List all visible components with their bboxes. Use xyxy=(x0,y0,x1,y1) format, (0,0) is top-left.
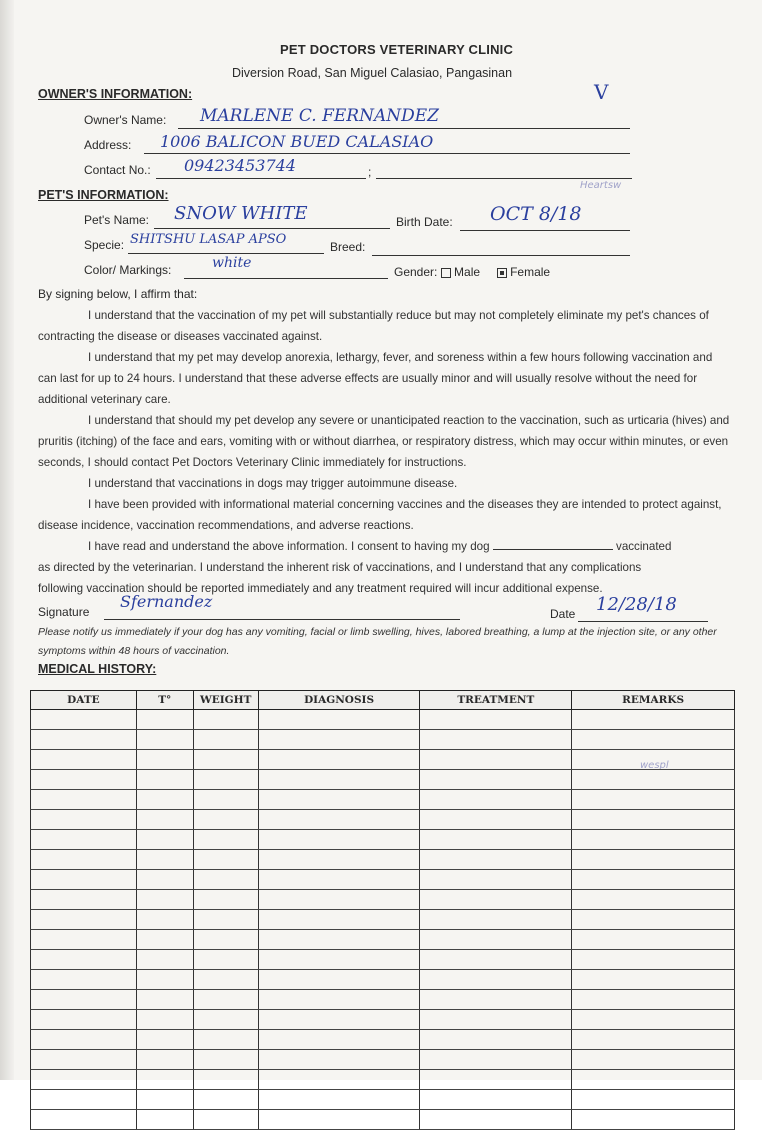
pet-name-value[interactable]: SNOW WHITE xyxy=(174,203,308,224)
table-cell[interactable] xyxy=(420,810,572,830)
table-row xyxy=(31,1090,735,1110)
table-row xyxy=(31,770,735,790)
table-cell[interactable] xyxy=(420,970,572,990)
consent-paragraphs xyxy=(38,305,734,599)
table-cell[interactable] xyxy=(136,910,193,930)
table-cell[interactable] xyxy=(572,1010,735,1030)
table-row xyxy=(31,830,735,850)
table-row xyxy=(31,1110,735,1130)
column-header-date: DATE xyxy=(31,691,137,710)
table-row xyxy=(31,950,735,970)
table-cell[interactable] xyxy=(193,970,258,990)
medical-history-table xyxy=(30,690,735,1130)
consent-agreement-text: I have read and understand the above information. I consent to having my dog xyxy=(88,540,490,553)
contact-label: Contact No.: xyxy=(84,163,151,177)
table-cell[interactable] xyxy=(420,990,572,1010)
table-cell[interactable] xyxy=(258,1030,420,1050)
clinic-name: PET DOCTORS VETERINARY CLINIC xyxy=(280,42,514,57)
table-cell[interactable] xyxy=(572,710,735,730)
table-cell[interactable] xyxy=(258,1010,420,1030)
specie-label: Specie: xyxy=(84,238,125,252)
table-cell[interactable] xyxy=(136,1010,193,1030)
date-line xyxy=(578,621,708,622)
table-cell[interactable] xyxy=(193,790,258,810)
table-cell[interactable] xyxy=(572,810,735,830)
table-cell[interactable] xyxy=(31,970,137,990)
pet-name-line xyxy=(154,228,390,229)
table-cell[interactable] xyxy=(31,850,137,870)
table-cell[interactable] xyxy=(193,850,258,870)
table-cell[interactable] xyxy=(420,830,572,850)
medical-history-title: MEDICAL HISTORY: xyxy=(38,662,157,676)
table-cell[interactable] xyxy=(420,750,572,770)
table-cell[interactable] xyxy=(31,890,137,910)
table-cell[interactable] xyxy=(193,1010,258,1030)
table-row xyxy=(31,910,735,930)
table-cell[interactable] xyxy=(193,750,258,770)
table-cell[interactable] xyxy=(420,1030,572,1050)
table-cell[interactable] xyxy=(136,1030,193,1050)
table-cell[interactable] xyxy=(31,870,137,890)
table-cell[interactable] xyxy=(420,890,572,910)
gender-group xyxy=(394,265,550,279)
table-cell[interactable] xyxy=(572,850,735,870)
table-cell[interactable] xyxy=(258,910,420,930)
breed-line xyxy=(372,255,630,256)
table-cell[interactable] xyxy=(420,730,572,750)
table-cell[interactable] xyxy=(31,750,137,770)
table-cell[interactable] xyxy=(31,810,137,830)
table-cell[interactable] xyxy=(136,930,193,950)
table-cell[interactable] xyxy=(420,770,572,790)
table-cell[interactable] xyxy=(193,990,258,1010)
table-cell[interactable] xyxy=(31,770,137,790)
notice-text: Please notify us immediately if your dog has any vomiting, facial or limb swelling, hives, labored breathing, a lump at the injection site, or any other symptoms within 48 hours of vaccination. xyxy=(38,626,717,657)
address-line xyxy=(144,153,630,154)
consent-paragraph: I understand that vaccinations in dogs may trigger autoimmune disease. xyxy=(88,477,458,490)
table-row xyxy=(31,810,735,830)
pet-section-title: PET'S INFORMATION: xyxy=(38,188,169,202)
table-cell[interactable] xyxy=(420,1110,572,1130)
consent-paragraph: I have been provided with informational material concerning vaccines and the diseases they are intended to protect against, disease incidence, vaccination recommendations, and adverse reactions. xyxy=(38,498,722,532)
color-value[interactable]: white xyxy=(212,255,252,271)
owner-section-title: OWNER'S INFORMATION: xyxy=(38,87,193,101)
table-cell[interactable] xyxy=(31,950,137,970)
table-cell[interactable] xyxy=(258,1090,420,1110)
table-cell[interactable] xyxy=(31,1050,137,1070)
table-cell[interactable] xyxy=(258,790,420,810)
table-cell[interactable] xyxy=(572,910,735,930)
specie-line xyxy=(128,253,324,254)
table-cell[interactable] xyxy=(572,1090,735,1110)
birth-date-label: Birth Date: xyxy=(396,215,453,229)
table-cell[interactable] xyxy=(193,1030,258,1050)
table-cell[interactable] xyxy=(31,1090,137,1110)
consent-paragraph: I understand that my pet may develop anorexia, lethargy, fever, and soreness within a few hours following vaccination and can last for up to 24 hours. I understand that these adverse effects are usually minor and will usually resolve without the need for additional veterinary care. xyxy=(38,351,713,406)
bleed-through-mark: Heartsw xyxy=(580,180,622,191)
table-cell[interactable] xyxy=(136,810,193,830)
column-header-temperature: T° xyxy=(136,691,193,710)
table-cell[interactable] xyxy=(572,990,735,1010)
table-cell[interactable] xyxy=(258,930,420,950)
gender-label: Gender: xyxy=(394,265,438,279)
specie-value[interactable]: SHITSHU LASAP APSO xyxy=(130,232,287,247)
table-cell[interactable] xyxy=(420,1050,572,1070)
table-cell[interactable] xyxy=(31,930,137,950)
table-cell[interactable] xyxy=(31,1110,137,1130)
table-cell[interactable] xyxy=(136,830,193,850)
table-cell[interactable] xyxy=(31,910,137,930)
table-cell[interactable] xyxy=(572,1110,735,1130)
table-cell[interactable] xyxy=(193,770,258,790)
signature-label: Signature xyxy=(38,605,90,619)
address-label: Address: xyxy=(84,138,132,152)
table-cell[interactable] xyxy=(420,870,572,890)
table-row xyxy=(31,1030,735,1050)
table-cell[interactable] xyxy=(258,990,420,1010)
table-cell[interactable] xyxy=(136,790,193,810)
owner-name-value[interactable]: MARLENE C. FERNANDEZ xyxy=(200,106,439,126)
table-cell[interactable] xyxy=(420,710,572,730)
table-cell[interactable] xyxy=(31,1030,137,1050)
color-line xyxy=(184,278,388,279)
table-cell[interactable] xyxy=(258,850,420,870)
table-cell[interactable] xyxy=(136,750,193,770)
table-cell[interactable] xyxy=(572,870,735,890)
table-cell[interactable] xyxy=(193,710,258,730)
birth-date-value[interactable]: OCT 8/18 xyxy=(490,203,582,225)
column-header-weight: WEIGHT xyxy=(193,691,258,710)
pet-name-label: Pet's Name: xyxy=(84,213,149,227)
page-edge-shadow xyxy=(0,0,14,1080)
table-cell[interactable] xyxy=(31,990,137,1010)
table-row xyxy=(31,990,735,1010)
table-row xyxy=(31,970,735,990)
table-row xyxy=(31,1010,735,1030)
table-cell[interactable] xyxy=(572,1030,735,1050)
bleed-through-mark: wespl xyxy=(640,760,669,771)
table-cell[interactable] xyxy=(420,850,572,870)
contact-separator: ; xyxy=(368,165,372,179)
date-value[interactable]: 12/28/18 xyxy=(596,594,677,615)
gender-male-label: Male xyxy=(454,265,481,279)
consent-paragraph: I understand that the vaccination of my pet will substantially reduce but may not completely eliminate my pet's chances of contracting the disease or diseases vaccinated against. xyxy=(38,309,709,343)
contact-value[interactable]: 09423453744 xyxy=(184,156,296,175)
consent-paragraph: as directed by the veterinarian. I understand the inherent risk of vaccinations, and I understand that any complications xyxy=(38,561,642,574)
consent-agreement-line xyxy=(38,536,734,557)
table-cell[interactable] xyxy=(193,830,258,850)
table-cell[interactable] xyxy=(193,870,258,890)
table-cell[interactable] xyxy=(136,950,193,970)
table-cell[interactable] xyxy=(136,730,193,750)
table-cell[interactable] xyxy=(258,970,420,990)
table-row xyxy=(31,1050,735,1070)
table-cell[interactable] xyxy=(258,830,420,850)
table-row xyxy=(31,710,735,730)
table-cell[interactable] xyxy=(258,870,420,890)
table-row xyxy=(31,730,735,750)
consent-intro: By signing below, I affirm that: xyxy=(38,287,198,301)
table-cell[interactable] xyxy=(136,970,193,990)
table-cell[interactable] xyxy=(258,750,420,770)
table-cell[interactable] xyxy=(572,750,735,770)
contact-line-2 xyxy=(376,178,632,179)
table-cell[interactable] xyxy=(572,930,735,950)
signature-value[interactable]: Sfernandez xyxy=(120,592,213,611)
table-row xyxy=(31,930,735,950)
gender-female-checkbox[interactable] xyxy=(497,268,507,278)
table-cell[interactable] xyxy=(193,810,258,830)
table-header-row xyxy=(31,691,735,710)
birth-date-line xyxy=(460,230,630,231)
table-cell[interactable] xyxy=(420,1090,572,1110)
table-row xyxy=(31,790,735,810)
table-row xyxy=(31,890,735,910)
vaccinated-word: vaccinated xyxy=(616,540,672,553)
table-cell[interactable] xyxy=(420,930,572,950)
table-cell[interactable] xyxy=(193,890,258,910)
table-cell[interactable] xyxy=(31,710,137,730)
table-cell[interactable] xyxy=(193,1110,258,1130)
table-cell[interactable] xyxy=(31,1010,137,1030)
table-cell[interactable] xyxy=(31,790,137,810)
table-row xyxy=(31,870,735,890)
table-cell[interactable] xyxy=(572,790,735,810)
table-cell[interactable] xyxy=(136,850,193,870)
table-row xyxy=(31,850,735,870)
table-cell[interactable] xyxy=(136,770,193,790)
table-cell[interactable] xyxy=(136,1050,193,1070)
table-cell[interactable] xyxy=(572,970,735,990)
table-cell[interactable] xyxy=(136,870,193,890)
gender-female-label: Female xyxy=(510,265,551,279)
column-header-remarks: REMARKS xyxy=(572,691,735,710)
table-cell[interactable] xyxy=(136,1110,193,1130)
table-cell[interactable] xyxy=(136,1090,193,1110)
table-cell[interactable] xyxy=(572,1050,735,1070)
owner-name-line xyxy=(178,128,630,129)
table-cell[interactable] xyxy=(572,830,735,850)
table-cell[interactable] xyxy=(31,830,137,850)
address-value[interactable]: 1006 BALICON BUED CALASIAO xyxy=(160,132,434,151)
table-cell[interactable] xyxy=(258,770,420,790)
table-cell[interactable] xyxy=(136,890,193,910)
table-cell[interactable] xyxy=(193,930,258,950)
table-cell[interactable] xyxy=(136,710,193,730)
owner-name-label: Owner's Name: xyxy=(84,113,167,127)
table-cell[interactable] xyxy=(193,1090,258,1110)
table-cell[interactable] xyxy=(572,730,735,750)
column-header-treatment: TREATMENT xyxy=(420,691,572,710)
table-cell[interactable] xyxy=(258,890,420,910)
table-cell[interactable] xyxy=(572,890,735,910)
contact-line xyxy=(156,178,366,179)
table-cell[interactable] xyxy=(193,910,258,930)
table-cell[interactable] xyxy=(258,730,420,750)
dog-name-blank[interactable] xyxy=(493,537,613,550)
table-cell[interactable] xyxy=(420,950,572,970)
table-cell[interactable] xyxy=(31,730,137,750)
table-cell[interactable] xyxy=(193,1050,258,1070)
column-header-diagnosis: DIAGNOSIS xyxy=(258,691,420,710)
table-cell[interactable] xyxy=(420,790,572,810)
table-cell[interactable] xyxy=(258,1110,420,1130)
medical-history-body xyxy=(31,710,735,1130)
consent-paragraph: following vaccination should be reported immediately and any treatment required will incur additional expense. xyxy=(38,582,603,595)
signature-line xyxy=(104,619,460,620)
table-cell[interactable] xyxy=(258,710,420,730)
breed-label: Breed: xyxy=(330,240,366,254)
table-cell[interactable] xyxy=(258,810,420,830)
table-cell[interactable] xyxy=(258,950,420,970)
clinic-address: Diversion Road, San Miguel Calasiao, Pangasinan xyxy=(232,66,513,80)
table-cell[interactable] xyxy=(572,950,735,970)
table-cell[interactable] xyxy=(193,950,258,970)
table-cell[interactable] xyxy=(420,910,572,930)
consent-paragraph: I understand that should my pet develop any severe or unanticipated reaction to the vaccination, such as urticaria (hives) and pruritis (itching) of the face and ears, vomiting with or without diarrhea, or respiratory distress, which may occur within minutes, or even seconds, I should contact Pet Doctors Veterinary Clinic immediately for instructions. xyxy=(38,414,730,469)
table-cell[interactable] xyxy=(420,1010,572,1030)
check-mark: V xyxy=(594,80,609,104)
table-cell[interactable] xyxy=(258,1050,420,1070)
table-cell[interactable] xyxy=(136,990,193,1010)
date-label: Date xyxy=(550,607,576,621)
table-cell[interactable] xyxy=(572,770,735,790)
color-label: Color/ Markings: xyxy=(84,263,172,277)
table-cell[interactable] xyxy=(193,730,258,750)
gender-male-checkbox[interactable] xyxy=(441,268,451,278)
table-row xyxy=(31,750,735,770)
